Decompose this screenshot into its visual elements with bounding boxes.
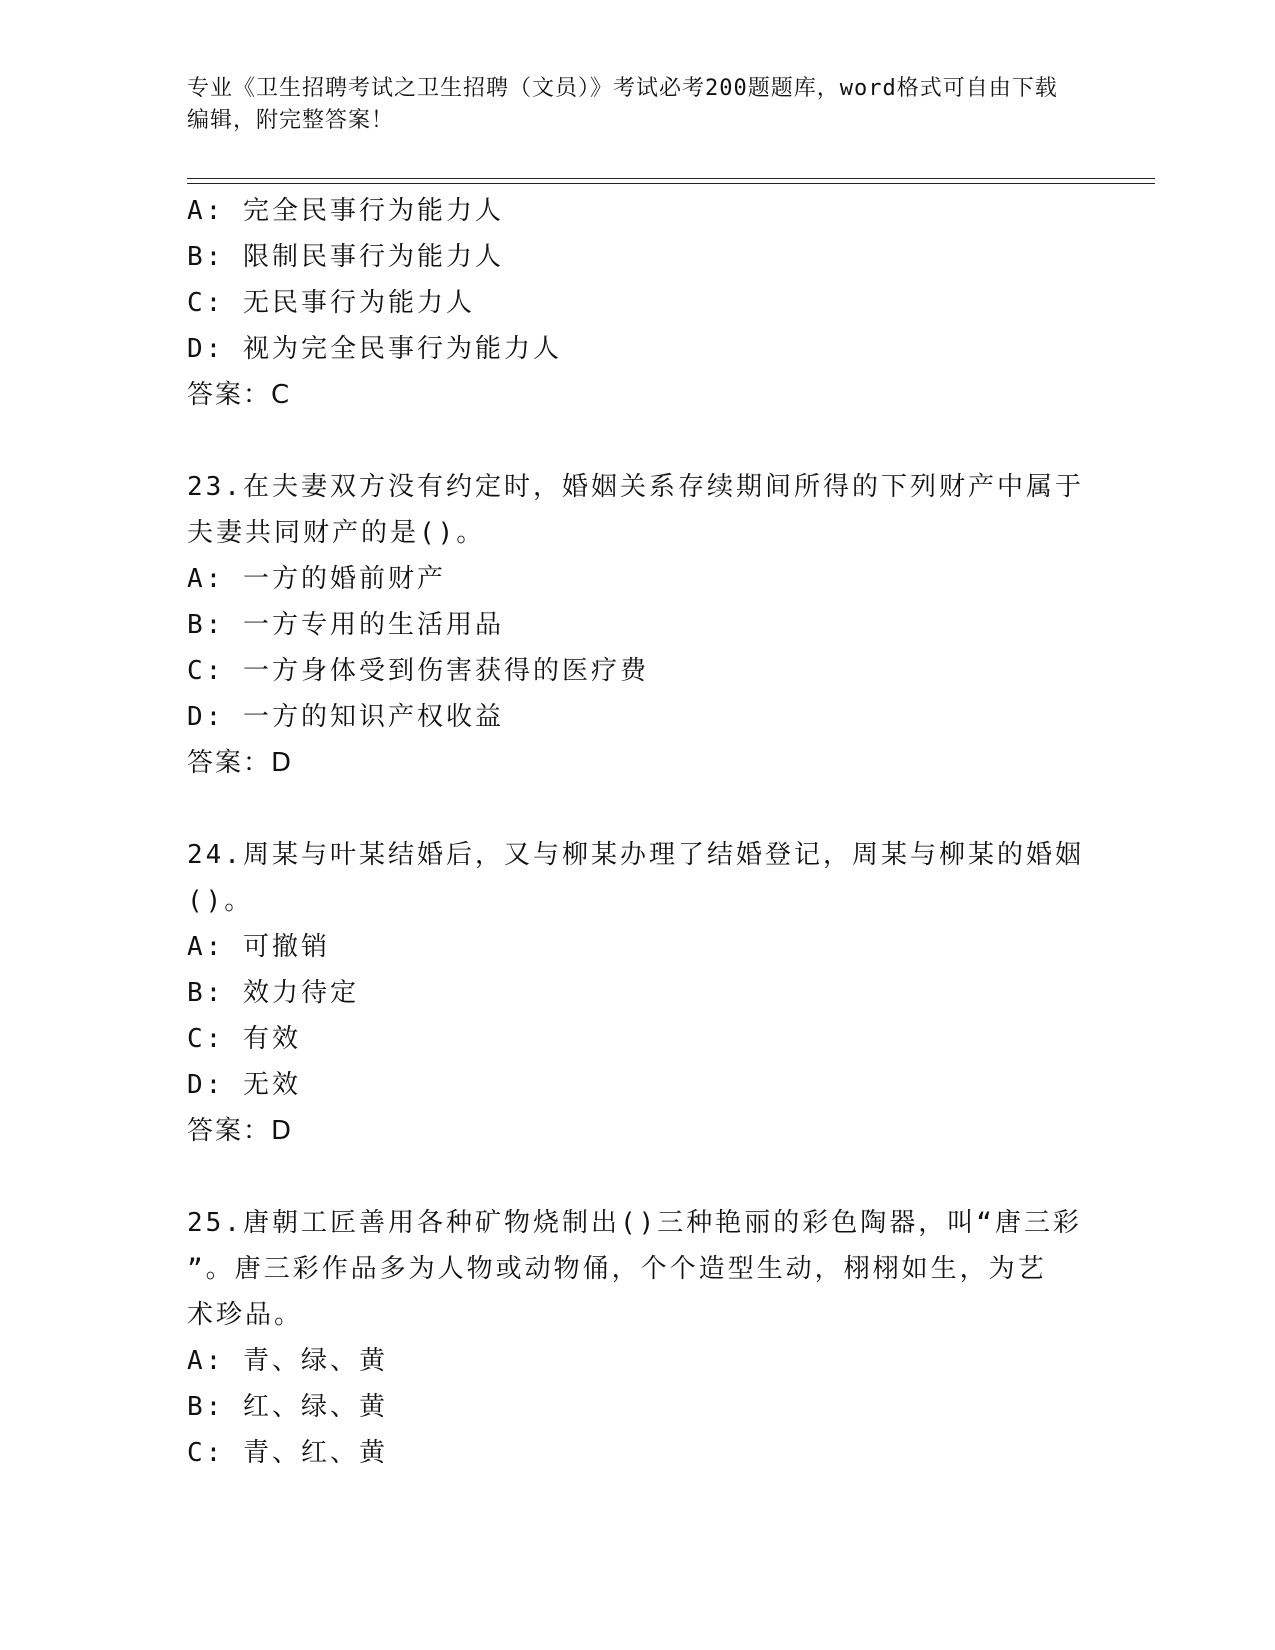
option-d: D: 无效	[187, 1070, 301, 1100]
header-rule-top	[187, 178, 1155, 179]
option-c: C: 有效	[187, 1024, 301, 1054]
question-stem-line: ”。唐三彩作品多为人物或动物俑，个个造型生动，栩栩如生，为艺	[187, 1254, 1047, 1284]
question-stem-line: 23.在夫妻双方没有约定时，婚姻关系存续期间所得的下列财产中属于	[187, 472, 1084, 502]
answer-line: 答案：D	[187, 748, 294, 778]
option-b: B: 一方专用的生活用品	[187, 610, 504, 640]
answer-line: 答案：D	[187, 1116, 294, 1146]
question-stem-line: 25.唐朝工匠善用各种矿物烧制出()三种艳丽的彩色陶器，叫“唐三彩	[187, 1208, 1082, 1238]
question-stem-line: 24.周某与叶某结婚后，又与柳某办理了结婚登记，周某与柳某的婚姻	[187, 840, 1084, 870]
question-24	[187, 832, 1084, 1154]
option-c: C: 一方身体受到伤害获得的医疗费	[187, 656, 649, 686]
question-stem-line: 夫妻共同财产的是()。	[187, 518, 486, 548]
option-b: B: 效力待定	[187, 978, 359, 1008]
question-list	[187, 188, 1084, 1476]
option-b: B: 红、绿、黄	[187, 1392, 388, 1422]
document-header: 专业《卫生招聘考试之卫生招聘（文员）》考试必考200题题库，word格式可自由下载编辑，附完整答案！	[187, 76, 1058, 133]
answer-line: 答案：C	[187, 380, 292, 410]
question-stem-line: ()。	[187, 886, 254, 916]
option-c: C: 无民事行为能力人	[187, 288, 475, 318]
option-a: A: 一方的婚前财产	[187, 564, 446, 594]
option-c: C: 青、红、黄	[187, 1438, 388, 1468]
option-a: A: 完全民事行为能力人	[187, 196, 504, 226]
option-d: D: 视为完全民事行为能力人	[187, 334, 562, 364]
question-25	[187, 1200, 1082, 1476]
option-b: B: 限制民事行为能力人	[187, 242, 504, 272]
question-22-options	[187, 188, 1077, 418]
question-23	[187, 464, 1084, 786]
option-a: A: 青、绿、黄	[187, 1346, 388, 1376]
question-stem-line: 术珍品。	[187, 1300, 304, 1330]
header-rule-bottom	[187, 183, 1155, 184]
option-a: A: 可撤销	[187, 932, 330, 962]
option-d: D: 一方的知识产权收益	[187, 702, 504, 732]
